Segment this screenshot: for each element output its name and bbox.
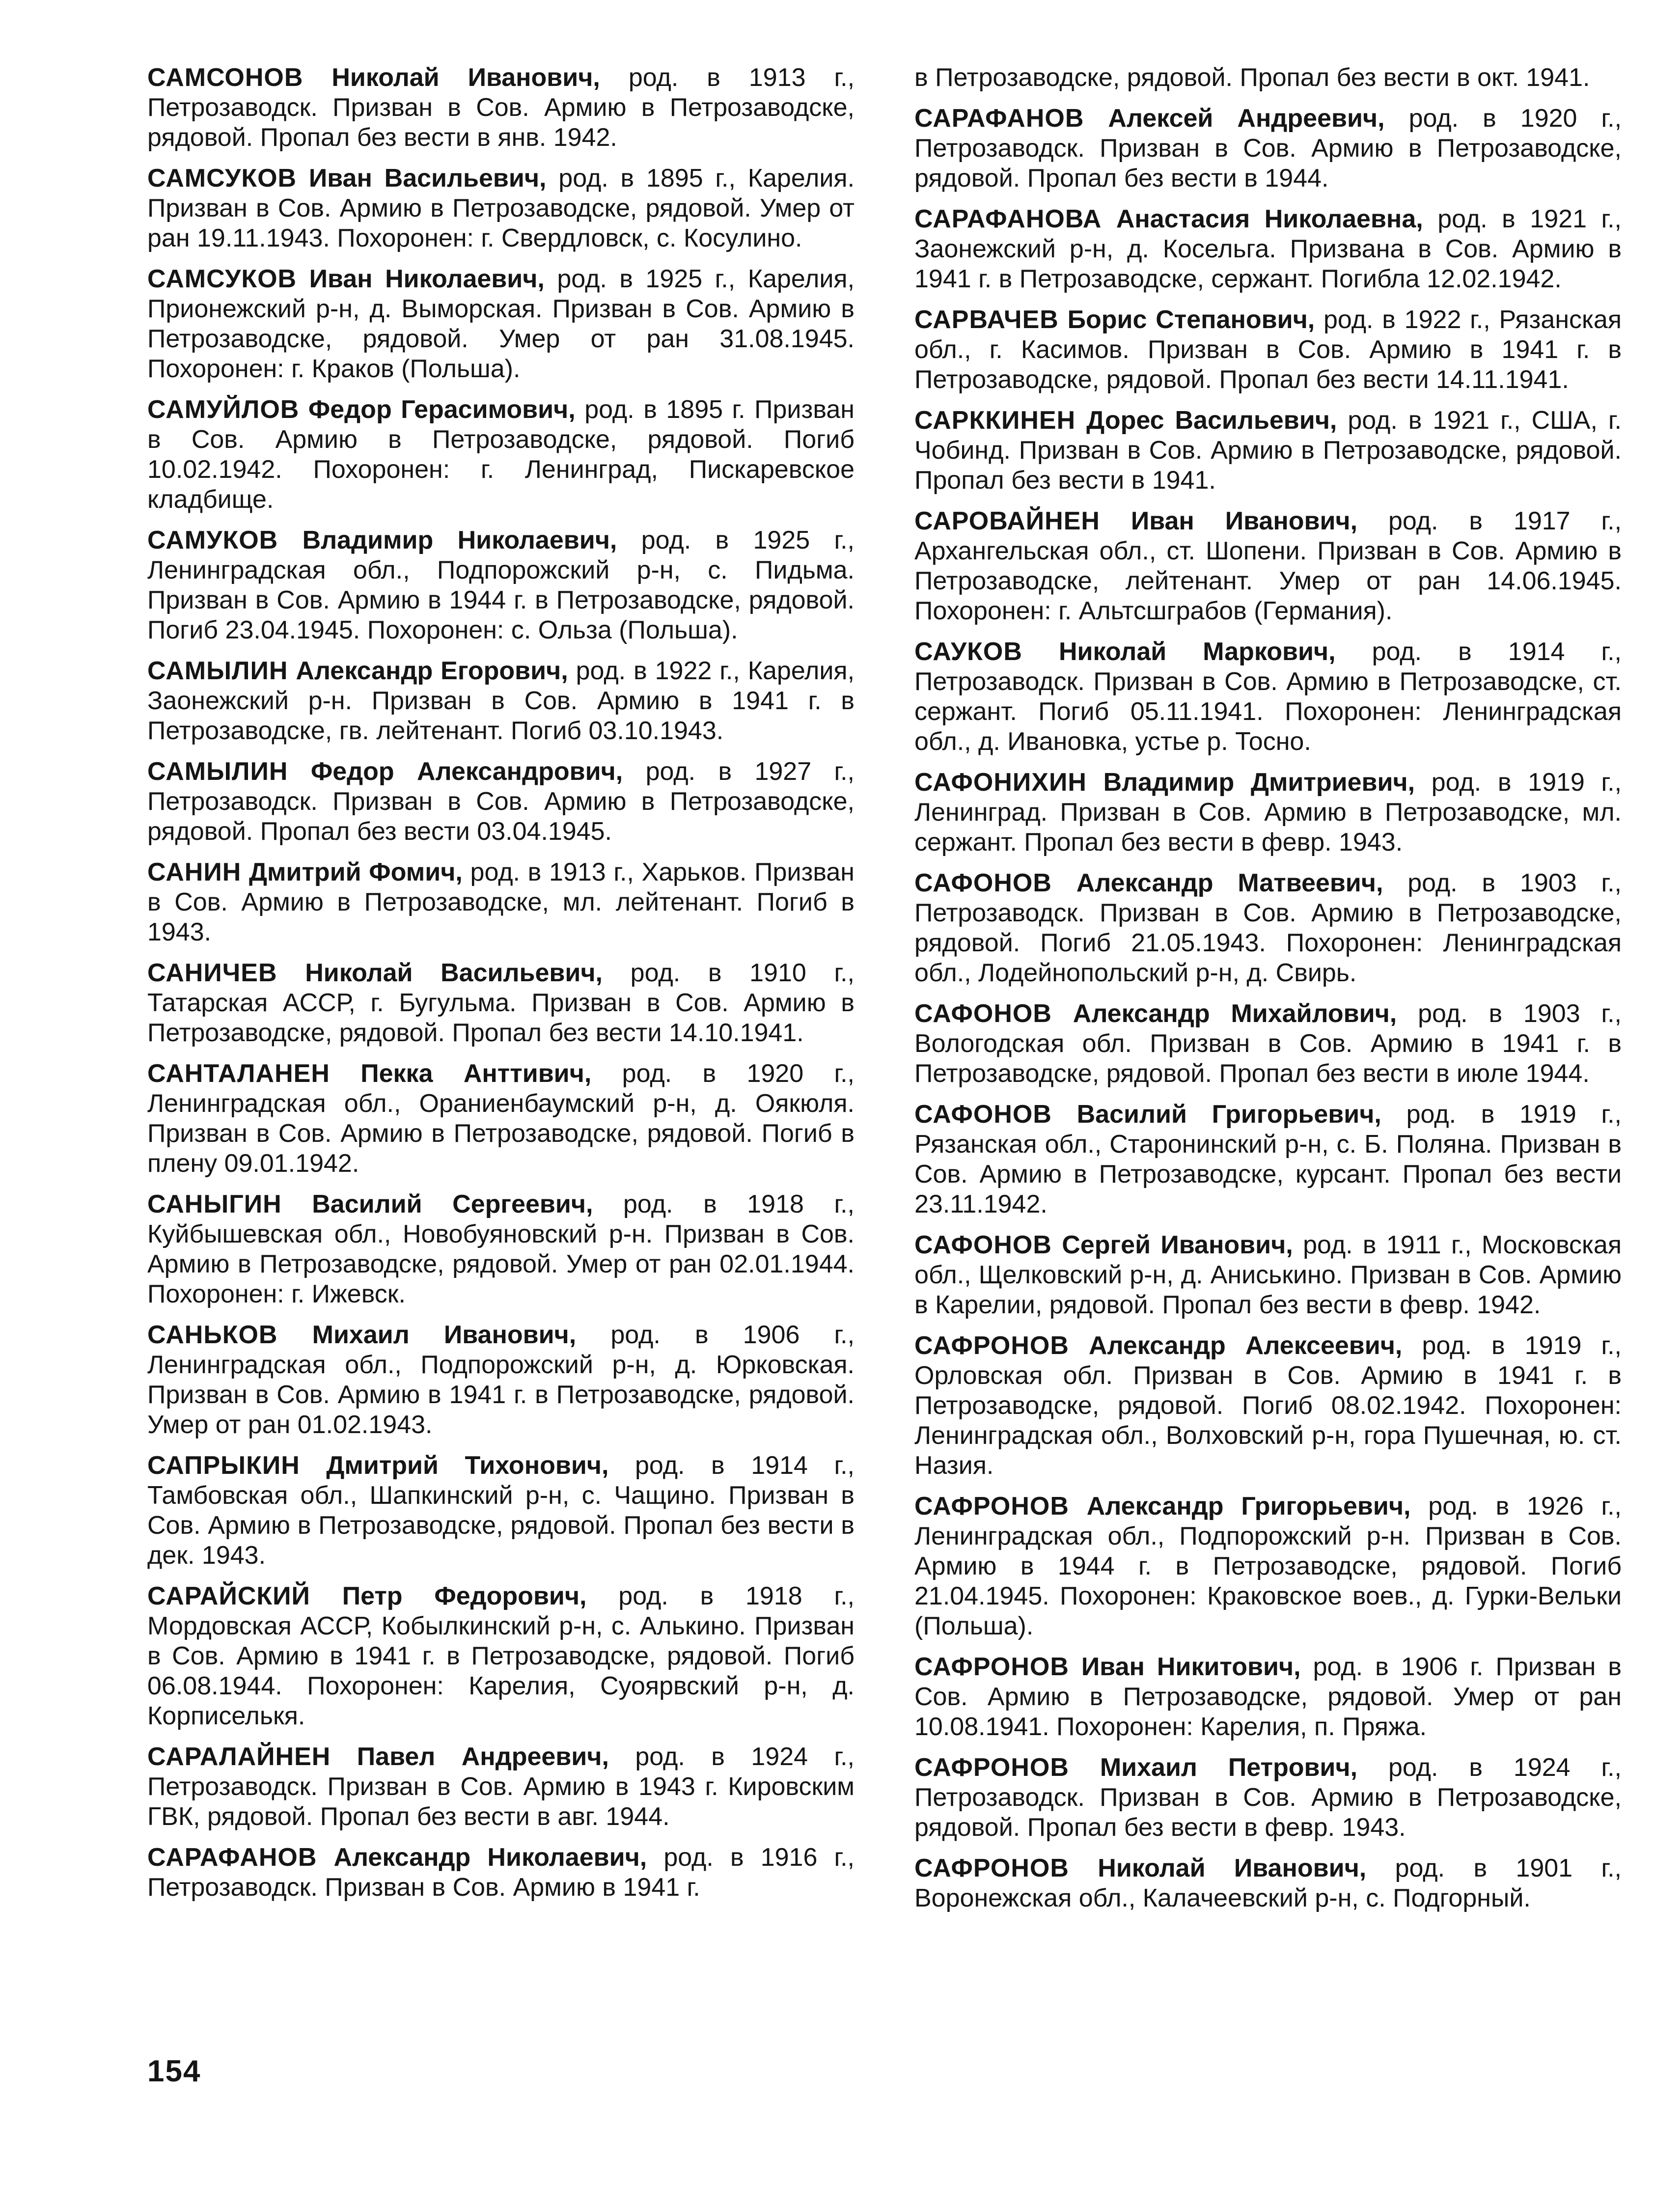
entry-details: род. в 1903 г., Петрозаводск. Призван в Сов. Армию в Петрозаводске, рядовой. Погиб 21.05.1943. Похоронен: Ленинградская обл., Лодейнопольский р-н, д. Свирь. <box>914 869 1622 987</box>
register-entry <box>147 1059 855 1179</box>
entry-surname: САМЫЛИН <box>147 657 288 685</box>
entry-details: род. в 1922 г., Карелия, Заонежский р-н. Призван в Сов. Армию в 1941 г. в Петрозаводске, гв. лейтенант. Погиб 03.10.1943. <box>147 657 855 745</box>
entry-given-names: Николай Иванович, <box>1098 1854 1367 1882</box>
entry-given-names: Александр Михайлович, <box>1073 999 1397 1028</box>
entry-given-names: Дорес Васильевич, <box>1086 406 1337 435</box>
entry-details: род. в 1927 г., Петрозаводск. Призван в Сов. Армию в Петрозаводске, рядовой. Пропал без вести 03.04.1945. <box>147 757 855 846</box>
entry-given-names: Павел Андреевич, <box>357 1742 609 1771</box>
entry-details: род. в 1906 г. Призван в Сов. Армию в Петрозаводске, рядовой. Умер от ран 10.08.1941. Похоронен: Карелия, п. Пряжа. <box>914 1653 1622 1741</box>
entry-given-names: Александр Егорович, <box>296 657 568 685</box>
entry-given-names: Петр Федорович, <box>342 1582 587 1610</box>
entry-given-names: Дмитрий Фомич, <box>248 858 463 886</box>
entry-surname: САРККИНЕН <box>914 406 1076 435</box>
entry-given-names: Николай Васильевич, <box>305 959 603 987</box>
page-number: 154 <box>147 2054 201 2088</box>
register-entry <box>147 395 855 515</box>
register-entry <box>914 204 1622 294</box>
register-entry <box>147 958 855 1048</box>
entry-details: род. в 1919 г., Орловская обл. Призван в Сов. Армию в 1941 г. в Петрозаводске, рядовой. Погиб 08.02.1942. Похоронен: Ленинградская обл., Волховский р-н, гора Пушечная, ю. ст. Назия. <box>914 1331 1622 1480</box>
register-entry <box>147 1189 855 1309</box>
entry-surname: САНЬКОВ <box>147 1321 278 1349</box>
entry-details: род. в 1921 г., США, г. Чобинд. Призван в Сов. Армию в Петрозаводске, рядовой. Пропал без вести в 1941. <box>914 406 1622 495</box>
entry-surname: САРВАЧЕВ <box>914 305 1059 334</box>
entry-details: род. в 1919 г., Ленинград. Призван в Сов. Армию в Петрозаводске, мл. сержант. Пропал без вести в февр. 1943. <box>914 768 1622 857</box>
entry-surname: САМУКОВ <box>147 526 278 554</box>
entry-given-names: Михаил Иванович, <box>312 1321 577 1349</box>
entry-given-names: Алексей Андреевич, <box>1108 104 1385 133</box>
entry-surname: САФРОНОВ <box>914 1492 1069 1521</box>
entry-details: род. в 1913 г., Харьков. Призван в Сов. Армию в Петрозаводске, мл. лейтенант. Погиб в 1943. <box>147 858 855 946</box>
entry-details: род. в 1914 г., Петрозаводск. Призван в Сов. Армию в Петрозаводске, ст. сержант. Погиб 05.11.1941. Похоронен: Ленинградская обл., д. Ивановка, устье р. Тосно. <box>914 637 1622 756</box>
entry-given-names: Иван Иванович, <box>1130 507 1358 535</box>
entry-details: род. в 1920 г., Ленинградская обл., Ораниенбаумский р-н, д. Оякюля. Призван в Сов. Армию в Петрозаводске, рядовой. Погиб в плену 09.01.1942. <box>147 1059 855 1178</box>
entry-given-names: Владимир Николаевич, <box>302 526 617 554</box>
entry-given-names: Александр Алексеевич, <box>1088 1331 1403 1360</box>
entry-surname: САНИЧЕВ <box>147 959 277 987</box>
entry-surname: САФОНОВ <box>914 869 1052 897</box>
entry-surname: САМСУКОВ <box>147 164 297 193</box>
register-entry <box>147 1320 855 1440</box>
register-entry <box>914 1100 1622 1219</box>
entry-given-names: Александр Николаевич, <box>333 1843 647 1872</box>
entry-surname: САРОВАЙНЕН <box>914 507 1100 535</box>
entry-surname: САФРОНОВ <box>914 1753 1069 1782</box>
register-entry <box>147 1742 855 1832</box>
entry-given-names: Александр Матвеевич, <box>1076 869 1383 897</box>
entry-details: род. в 1925 г., Карелия, Прионежский р-н, д. Выморская. Призван в Сов. Армию в Петрозаводске, рядовой. Умер от ран 31.08.1945. Похоронен: г. Краков (Польша). <box>147 265 855 383</box>
register-entry <box>147 164 855 253</box>
entry-details: род. в 1922 г., Рязанская обл., г. Касимов. Призван в Сов. Армию в 1941 г. в Петрозаводске, рядовой. Пропал без вести 14.11.1941. <box>914 305 1622 394</box>
entry-surname: САРАФАНОВА <box>914 205 1102 233</box>
entry-details: род. в 1910 г., Татарская АССР, г. Бугульма. Призван в Сов. Армию в Петрозаводске, рядовой. Пропал без вести 14.10.1941. <box>147 959 855 1047</box>
entry-given-names: Николай Иванович, <box>331 63 600 92</box>
register-entry <box>914 868 1622 988</box>
entry-given-names: Федор Александрович, <box>310 757 623 786</box>
entry-surname: САФРОНОВ <box>914 1653 1069 1681</box>
entry-given-names: Дмитрий Тихонович, <box>326 1451 609 1480</box>
register-entry <box>147 264 855 384</box>
entry-details: род. в 1916 г., Петрозаводск. Призван в Сов. Армию в 1941 г. <box>147 1843 855 1902</box>
entry-surname: САНИН <box>147 858 242 886</box>
entry-details: род. в 1906 г., Ленинградская обл., Подпорожский р-н, д. Юрковская. Призван в Сов. Армию в 1941 г. в Петрозаводске, рядовой. Умер от ран 01.02.1943. <box>147 1321 855 1439</box>
entry-details: род. в 1895 г. Призван в Сов. Армию в Петрозаводске, рядовой. Погиб 10.02.1942. Похоронен: г. Ленинград, Пискаревское кладбище. <box>147 395 855 514</box>
entry-given-names: Владимир Дмитриевич, <box>1103 768 1415 797</box>
entry-surname: САРАЛАЙНЕН <box>147 1742 331 1771</box>
register-entry <box>914 1492 1622 1641</box>
entry-details: в Петрозаводске, рядовой. Пропал без вести в окт. 1941. <box>914 63 1590 92</box>
entry-surname: САФРОНОВ <box>914 1854 1069 1882</box>
entry-details: род. в 1917 г., Архангельская обл., ст. Шопени. Призван в Сов. Армию в Петрозаводске, лейтенант. Умер от ран 14.06.1945. Похоронен: г. Альтсшграбов (Германия). <box>914 507 1622 625</box>
register-entry <box>914 637 1622 757</box>
entry-given-names: Борис Степанович, <box>1067 305 1315 334</box>
entry-surname: САМУЙЛОВ <box>147 395 300 424</box>
entry-details: род. в 1925 г., Ленинградская обл., Подпорожский р-н, с. Пидьма. Призван в Сов. Армию в 1944 г. в Петрозаводске, рядовой. Погиб 23.04.1945. Похоронен: с. Ольза (Польша). <box>147 526 855 644</box>
entry-details: род. в 1918 г., Куйбышевская обл., Новобуяновский р-н. Призван в Сов. Армию в Петрозаводске, рядовой. Умер от ран 02.01.1944. Похоронен: г. Ижевск. <box>147 1190 855 1308</box>
entry-given-names: Василий Сергеевич, <box>312 1190 593 1218</box>
entry-surname: САРАФАНОВ <box>914 104 1084 133</box>
entry-surname: САУКОВ <box>914 637 1022 666</box>
left-column <box>147 63 855 1913</box>
entry-surname: САФОНОВ <box>914 1100 1052 1129</box>
entry-given-names: Иван Николаевич, <box>309 265 545 293</box>
register-entry <box>914 1753 1622 1843</box>
entry-surname: САФОНОВ <box>914 999 1052 1028</box>
entry-details: род. в 1919 г., Рязанская обл., Старонинский р-н, с. Б. Поляна. Призван в Сов. Армию в Петрозаводске, курсант. Пропал без вести 23.11.1942. <box>914 1100 1622 1218</box>
entry-given-names: Анастасия Николаевна, <box>1116 205 1423 233</box>
entry-details: род. в 1914 г., Тамбовская обл., Шапкинский р-н, с. Чащино. Призван в Сов. Армию в Петрозаводске, рядовой. Пропал без вести в дек. 1943. <box>147 1451 855 1570</box>
entry-given-names: Василий Григорьевич, <box>1076 1100 1381 1129</box>
entry-details: род. в 1903 г., Вологодская обл. Призван в Сов. Армию в 1941 г. в Петрозаводске, рядовой. Пропал без вести в июле 1944. <box>914 999 1622 1088</box>
entry-given-names: Иван Никитович, <box>1081 1653 1301 1681</box>
entry-surname: САМСУКОВ <box>147 265 297 293</box>
register-entry <box>147 63 855 153</box>
entry-details: род. в 1924 г., Петрозаводск. Призван в Сов. Армию в 1943 г. Кировским ГВК, рядовой. Пропал без вести в авг. 1944. <box>147 1742 855 1831</box>
register-entry <box>914 1853 1622 1913</box>
register-entry <box>914 768 1622 857</box>
entry-details: род. в 1895 г., Карелия. Призван в Сов. Армию в Петрозаводске, рядовой. Умер от ран 19.11.1943. Похоронен: г. Свердловск, с. Косулино. <box>147 164 855 252</box>
entry-details: род. в 1924 г., Петрозаводск. Призван в Сов. Армию в Петрозаводске, рядовой. Пропал без вести в февр. 1943. <box>914 1753 1622 1842</box>
entry-surname: САРАЙСКИЙ <box>147 1582 310 1610</box>
right-column <box>914 63 1622 1924</box>
register-entry <box>914 1652 1622 1742</box>
entry-surname: САНЫГИН <box>147 1190 282 1218</box>
register-entry <box>914 406 1622 496</box>
entry-surname: САМСОНОВ <box>147 63 303 92</box>
register-entry <box>914 104 1622 194</box>
entry-details: род. в 1911 г., Московская обл., Щелковский р-н, д. Аниськино. Призван в Сов. Армию в Карелии, рядовой. Пропал без вести в февр. 1942. <box>914 1231 1622 1319</box>
register-entry <box>147 525 855 645</box>
entry-given-names: Иван Васильевич, <box>308 164 547 193</box>
register-entry <box>147 1581 855 1731</box>
entry-surname: САПРЫКИН <box>147 1451 300 1480</box>
entry-surname: САМЫЛИН <box>147 757 288 786</box>
register-entry <box>147 857 855 947</box>
entry-surname: САНТАЛАНЕН <box>147 1059 330 1088</box>
entry-surname: САФОНОВ <box>914 1231 1052 1259</box>
entry-details: род. в 1920 г., Петрозаводск. Призван в Сов. Армию в Петрозаводске, рядовой. Пропал без вести в 1944. <box>914 104 1622 193</box>
entry-details: род. в 1918 г., Мордовская АССР, Кобылкинский р-н, с. Алькино. Призван в Сов. Армию в 1941 г. в Петрозаводске, рядовой. Погиб 06.08.1944. Похоронен: Карелия, Суоярвский р-н, д. Корписелькя. <box>147 1582 855 1730</box>
entry-given-names: Александр Григорьевич, <box>1086 1492 1411 1521</box>
entry-details: род. в 1926 г., Ленинградская обл., Подпорожский р-н. Призван в Сов. Армию в 1944 г. в Петрозаводске, рядовой. Погиб 21.04.1945. Похоронен: Краковское воев., д. Гурки-Вельки (Польша). <box>914 1492 1622 1640</box>
entry-given-names: Пекка Анттивич, <box>360 1059 592 1088</box>
entry-given-names: Михаил Петрович, <box>1100 1753 1358 1782</box>
entry-given-names: Николай Маркович, <box>1058 637 1336 666</box>
entry-given-names: Сергей Иванович, <box>1062 1231 1293 1259</box>
entry-details: род. в 1921 г., Заонежский р-н, д. Косельга. Призвана в Сов. Армию в 1941 г. в Петрозаводске, сержант. Погибла 12.02.1942. <box>914 205 1622 293</box>
register-entry <box>914 999 1622 1089</box>
register-entry <box>914 506 1622 626</box>
entry-given-names: Федор Герасимович, <box>308 395 576 424</box>
register-entry <box>147 757 855 847</box>
entry-details: род. в 1913 г., Петрозаводск. Призван в Сов. Армию в Петрозаводске, рядовой. Пропал без вести в янв. 1942. <box>147 63 855 152</box>
register-entry <box>147 656 855 746</box>
register-entry <box>147 1451 855 1571</box>
register-entry <box>914 305 1622 395</box>
register-entry <box>147 1843 855 1903</box>
register-entry <box>914 1331 1622 1481</box>
entry-details: род. в 1901 г., Воронежская обл., Калачеевский р-н, с. Подгорный. <box>914 1854 1622 1912</box>
register-entry <box>914 1230 1622 1320</box>
entry-surname: САРАФАНОВ <box>147 1843 317 1872</box>
entry-surname: САФРОНОВ <box>914 1331 1069 1360</box>
entry-surname: САФОНИХИН <box>914 768 1087 797</box>
register-entry <box>914 63 1622 93</box>
